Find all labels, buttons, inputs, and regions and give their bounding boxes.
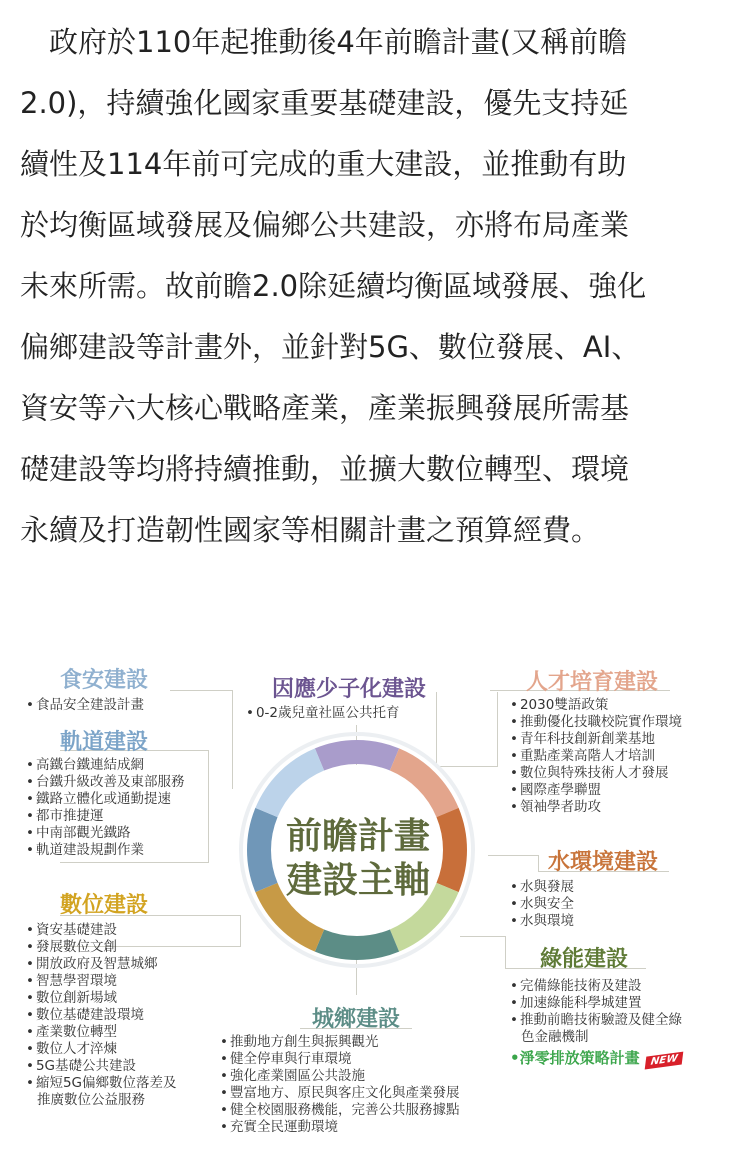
list-item: • 產業數位轉型 [26, 1024, 177, 1041]
paragraph-line: 偏鄉建設等計畫外，並針對5G、數位發展、AI、 [20, 330, 641, 364]
list-item: • 充實全民運動環境 [220, 1119, 459, 1136]
urban-list [220, 1034, 459, 1136]
ring-segment [390, 748, 459, 817]
paragraph-line: 未來所需。故前瞻2.0除延續均衡區域發展、強化 [20, 269, 647, 303]
list-item: • 數位基礎建設環境 [26, 1007, 177, 1024]
list-item: • 食品安全建設計畫 [26, 697, 144, 714]
digital-title: 數位建設 [60, 893, 149, 918]
rail-title: 軌道建設 [60, 730, 149, 755]
list-item: • 數位人才淬煉 [26, 1041, 177, 1058]
paragraph-line: 礎建設等均將持續推動，並擴大數位轉型、環境 [20, 452, 630, 486]
list-item: • 高鐵台鐵連結成網 [26, 757, 184, 774]
list-item: • 2030雙語政策 [510, 697, 682, 714]
center-title [270, 815, 446, 903]
list-item: • 開放政府及智慧城鄉 [26, 956, 177, 973]
food-title: 食安建設 [60, 668, 149, 693]
list-item: • 健全校園服務機能，完善公共服務據點 [220, 1102, 459, 1119]
talent-list [510, 697, 682, 816]
new-badge: NEW [644, 1052, 683, 1070]
paragraph-line: 續性及114年前可完成的重大建設，並推動有助 [20, 147, 627, 181]
list-item: • 中南部觀光鐵路 [26, 825, 184, 842]
list-item: • 推動地方創生與振興觀光 [220, 1034, 459, 1051]
food-list [26, 697, 144, 714]
ring-segment [255, 748, 324, 817]
list-item: • 縮短5G偏鄉數位落差及 [26, 1075, 177, 1092]
digital-list [26, 922, 177, 1109]
paragraph-line: 於均衡區域發展及偏鄉公共建設，亦將布局產業 [20, 208, 630, 242]
green-list [510, 978, 682, 1046]
ring-segment [315, 929, 399, 960]
list-item: • 推動前瞻技術驗證及健全綠 [510, 1012, 682, 1029]
water-title: 水環境建設 [548, 850, 659, 875]
list-item: • 5G基礎公共建設 [26, 1058, 177, 1075]
list-item: 色金融機制 [521, 1029, 589, 1045]
list-item: • 完備綠能技術及建設 [510, 978, 682, 995]
paragraph-line: 政府於110年起推動後4年前瞻計畫(又稱前瞻 [20, 25, 628, 59]
list-item: • 台鐵升級改善及東部服務 [26, 774, 184, 791]
list-item: • 資安基礎建設 [26, 922, 177, 939]
ring-segment [315, 740, 399, 771]
green-title: 綠能建設 [540, 947, 629, 972]
list-item: • 國際產學聯盟 [510, 782, 682, 799]
list-item: • 重點產業高階人才培訓 [510, 748, 682, 765]
list-item: • 推動優化技職校院實作環境 [510, 714, 682, 731]
list-item: • 健全停車與行車環境 [220, 1051, 459, 1068]
net-zero-item: •淨零排放策略計畫 [510, 1049, 640, 1067]
talent-title: 人才培育建設 [526, 670, 659, 695]
paragraph-line: 2.0)，持續強化國家重要基礎建設，優先支持延 [20, 86, 629, 120]
list-item: • 軌道建設規劃作業 [26, 842, 184, 859]
urban-title: 城鄉建設 [312, 1007, 401, 1032]
list-item: • 水與安全 [510, 896, 574, 913]
list-item: • 發展數位文創 [26, 939, 177, 956]
list-item: • 豐富地方、原民與客庄文化與產業發展 [220, 1085, 459, 1102]
list-item: • 強化產業園區公共設施 [220, 1068, 459, 1085]
childcare-title: 因應少子化建設 [272, 677, 427, 702]
list-item: • 都市推捷運 [26, 808, 184, 825]
list-item: • 青年科技創新創業基地 [510, 731, 682, 748]
list-item: • 數位創新場域 [26, 990, 177, 1007]
list-item: • 加速綠能科學城建置 [510, 995, 682, 1012]
list-item: • 數位與特殊技術人才發展 [510, 765, 682, 782]
list-item: • 領袖學者助攻 [510, 799, 682, 816]
water-list [510, 879, 574, 930]
center-line: 建設主軸 [285, 860, 430, 901]
intro-paragraph [20, 12, 730, 561]
list-item: • 水與發展 [510, 879, 574, 896]
center-line: 前瞻計畫 [285, 816, 430, 857]
list-item: • 智慧學習環境 [26, 973, 177, 990]
list-item: • 鐵路立體化或通勤提速 [26, 791, 184, 808]
connector-line [488, 855, 538, 856]
paragraph-line: 永續及打造韌性國家等相關計畫之預算經費。 [20, 513, 601, 547]
list-item: 推廣數位公益服務 [37, 1092, 145, 1108]
green-highlight-item [510, 1047, 682, 1068]
list-item: • 水與環境 [510, 913, 574, 930]
rail-list [26, 757, 184, 859]
childcare-list [246, 705, 400, 722]
list-item: • 0-2歲兒童社區公共托育 [246, 705, 400, 722]
paragraph-line: 資安等六大核心戰略產業，產業振興發展所需基 [20, 391, 630, 425]
